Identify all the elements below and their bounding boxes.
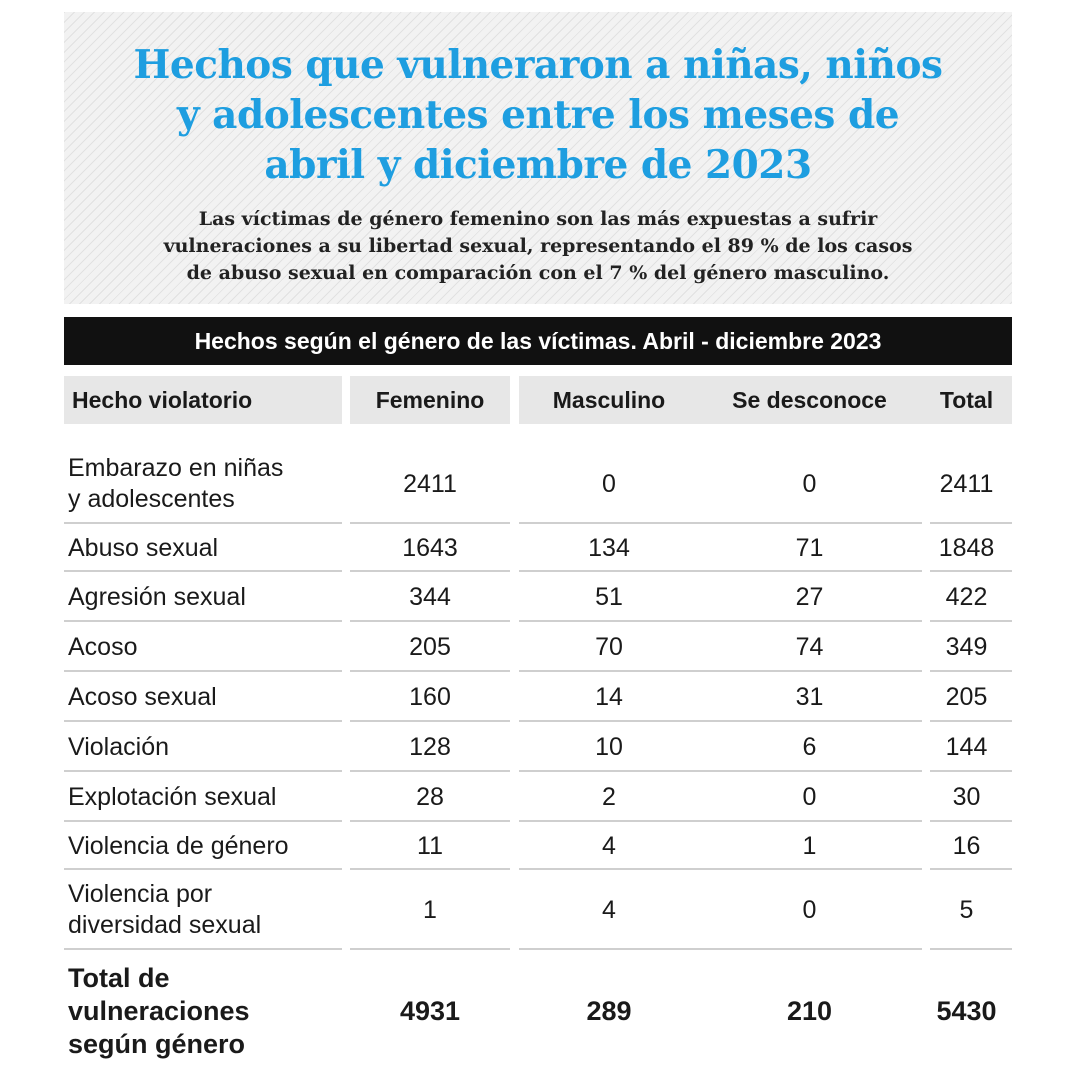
cell-total: 144 xyxy=(945,732,988,761)
row-label-line: Violación xyxy=(68,732,170,761)
table-row xyxy=(64,622,1012,672)
title-line-3: abril y diciembre de 2023 xyxy=(264,142,812,188)
row-label xyxy=(68,672,348,722)
row-divider xyxy=(930,948,1012,950)
cell-se-desconoce: 0 xyxy=(802,895,817,924)
cell-total: 422 xyxy=(945,582,988,611)
cell-masculino: 289 xyxy=(586,995,632,1026)
row-label-line: Violencia por xyxy=(68,880,213,908)
cell-masculino: 4 xyxy=(602,831,616,860)
row-label-line: Violencia de género xyxy=(68,831,289,860)
row-label xyxy=(68,958,348,1064)
cell-masculino: 70 xyxy=(595,632,623,661)
table-row xyxy=(64,672,1012,722)
cell-total: 30 xyxy=(952,782,981,811)
table-row xyxy=(64,524,1012,572)
cell-total: 16 xyxy=(952,831,981,860)
cell-masculino: 2 xyxy=(602,782,616,811)
cell-masculino: 134 xyxy=(588,533,630,562)
row-label-line: Acoso sexual xyxy=(68,682,217,711)
row-label xyxy=(68,622,348,672)
column-header-hecho: Hecho violatorio xyxy=(64,376,342,424)
cell-se-desconoce: 6 xyxy=(802,732,817,761)
cell-femenino: 4931 xyxy=(399,995,461,1026)
row-label-line: Embarazo en niñas xyxy=(68,454,284,482)
cell-total: 205 xyxy=(945,682,988,711)
table-row xyxy=(64,822,1012,870)
row-label-line: Agresión sexual xyxy=(68,582,246,611)
cell-femenino: 128 xyxy=(409,732,451,761)
cell-masculino: 10 xyxy=(595,732,623,761)
row-label xyxy=(68,870,348,950)
cell-masculino: 0 xyxy=(602,469,616,498)
cell-femenino: 11 xyxy=(417,831,443,860)
row-label xyxy=(68,444,348,524)
cell-total: 2411 xyxy=(939,469,994,498)
table-total-row xyxy=(64,958,1012,1064)
row-label xyxy=(68,722,348,772)
cell-femenino: 160 xyxy=(409,682,451,711)
cell-total: 1848 xyxy=(938,533,995,562)
table-row xyxy=(64,722,1012,772)
cell-se-desconoce: 0 xyxy=(802,782,817,811)
table-row xyxy=(64,444,1012,524)
column-header-total: Total xyxy=(921,376,1012,424)
row-divider xyxy=(519,948,699,950)
cell-femenino: 1643 xyxy=(402,533,458,562)
cell-masculino: 51 xyxy=(595,582,623,611)
cell-se-desconoce: 71 xyxy=(795,533,824,562)
cell-total: 349 xyxy=(945,632,988,661)
column-header-masculino: Masculino xyxy=(519,376,699,424)
subtitle-line-3: de abuso sexual en comparación con el 7 % del género masculino. xyxy=(186,262,890,284)
cell-se-desconoce: 1 xyxy=(802,831,817,860)
row-label xyxy=(68,572,348,622)
cell-femenino: 28 xyxy=(416,782,444,811)
cell-masculino: 14 xyxy=(595,682,623,711)
row-label-line: y adolescentes xyxy=(68,485,235,513)
cell-femenino: 344 xyxy=(409,582,451,611)
cell-masculino: 4 xyxy=(602,895,616,924)
column-header-se-desconoce: Se desconoce xyxy=(697,376,922,424)
table-row xyxy=(64,772,1012,822)
cell-femenino: 205 xyxy=(409,632,451,661)
row-label-line: Abuso sexual xyxy=(68,533,219,562)
row-label-line: Total de xyxy=(68,962,170,993)
column-header-femenino: Femenino xyxy=(350,376,510,424)
row-label-line: Acoso xyxy=(68,632,138,661)
row-label-line: diversidad sexual xyxy=(68,911,262,939)
row-label xyxy=(68,524,348,572)
subtitle-line-2: vulneraciones a su libertad sexual, representando el 89 % de los casos xyxy=(163,235,913,257)
page-subtitle xyxy=(64,206,1012,287)
cell-total: 5430 xyxy=(936,995,997,1026)
row-divider xyxy=(64,948,342,950)
row-label-line: vulneraciones xyxy=(68,995,250,1026)
row-label-line: según género xyxy=(68,1028,246,1059)
table-row xyxy=(64,572,1012,622)
cell-se-desconoce: 74 xyxy=(795,632,824,661)
cell-se-desconoce: 0 xyxy=(802,469,817,498)
row-label-line: Explotación sexual xyxy=(68,782,277,811)
cell-total: 5 xyxy=(959,895,974,924)
row-label xyxy=(68,822,348,870)
cell-se-desconoce: 27 xyxy=(795,582,824,611)
table-title: Hechos según el género de las víctimas. Abril - diciembre 2023 xyxy=(64,317,1012,365)
row-divider xyxy=(350,948,510,950)
cell-femenino: 2411 xyxy=(403,469,457,498)
title-line-1: Hechos que vulneraron a niñas, niños xyxy=(133,42,943,88)
cell-femenino: 1 xyxy=(423,895,437,924)
header-panel xyxy=(64,12,1012,304)
page-title xyxy=(64,40,1012,190)
title-line-2: y adolescentes entre los meses de xyxy=(176,92,900,138)
subtitle-line-1: Las víctimas de género femenino son las más expuestas a sufrir xyxy=(198,208,878,230)
cell-se-desconoce: 31 xyxy=(795,682,824,711)
cell-se-desconoce: 210 xyxy=(786,995,833,1026)
table-row xyxy=(64,870,1012,950)
row-divider xyxy=(697,948,922,950)
row-label xyxy=(68,772,348,822)
